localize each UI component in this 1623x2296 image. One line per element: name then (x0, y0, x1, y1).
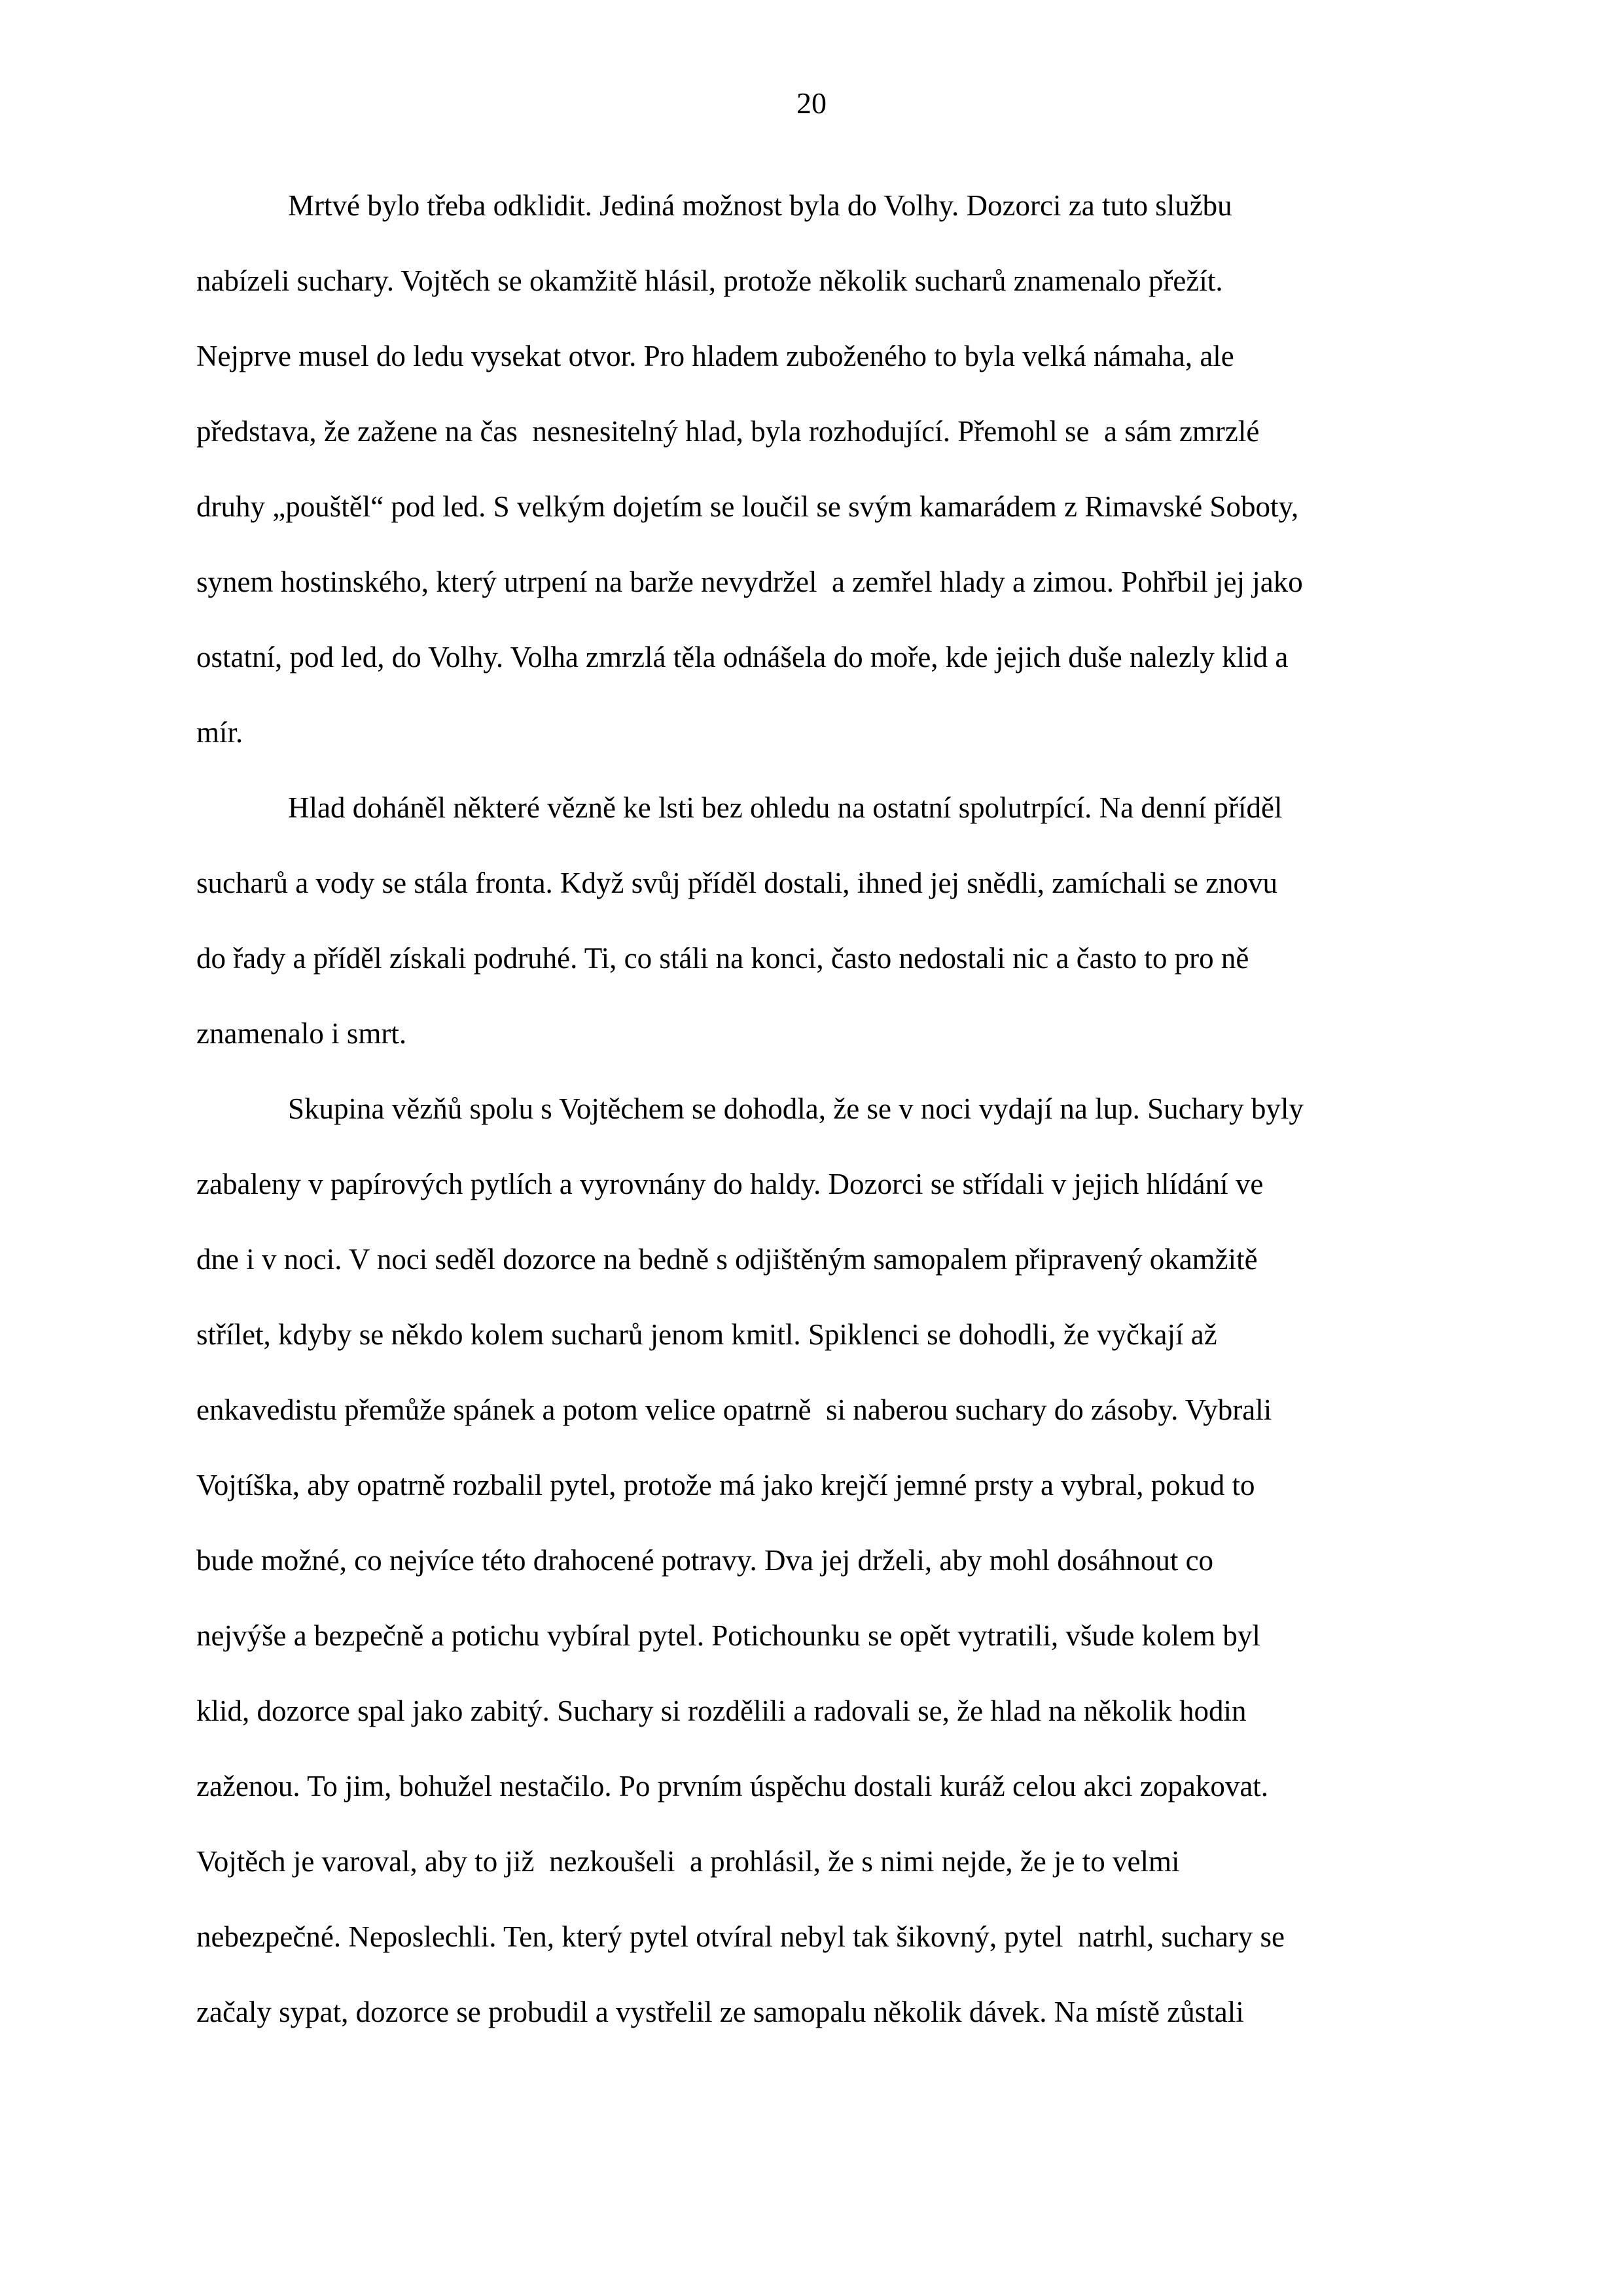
text-line: nabízeli suchary. Vojtěch se okamžitě hlásil, protože několik sucharů znamenalo přežít. (196, 264, 1223, 297)
text-line: střílet, kdyby se někdo kolem sucharů jenom kmitl. Spiklenci se dohodli, že vyčkají až (196, 1318, 1217, 1351)
text-line: nebezpečné. Neposlechli. Ten, který pytel otvíral nebyl tak šikovný, pytel natrhl, suchary se (196, 1920, 1285, 1953)
text-line: Vojtěch je varoval, aby to již nezkoušeli a prohlásil, že s nimi nejde, že je to velmi (196, 1845, 1180, 1878)
text-line: klid, dozorce spal jako zabitý. Suchary si rozdělili a radovali se, že hlad na několik hodin (196, 1695, 1247, 1727)
paragraph (196, 1071, 1479, 2050)
text-line: zabaleny v papírových pytlích a vyrovnány do haldy. Dozorci se střídali v jejich hlídání ve (196, 1168, 1264, 1200)
text-line: synem hostinského, který utrpení na barže nevydržel a zemřel hlady a zimou. Pohřbil jej jako (196, 565, 1303, 598)
text-line: začaly sypat, dozorce se probudil a vystřelil ze samopalu několik dávek. Na místě zůstali (196, 1996, 1244, 2028)
text-line: Nejprve musel do ledu vysekat otvor. Pro hladem zuboženého to byla velká námaha, ale (196, 340, 1234, 372)
text-line: enkavedistu přemůže spánek a potom velice opatrně si naberou suchary do zásoby. Vybrali (196, 1393, 1272, 1426)
text-line: Mrtvé bylo třeba odklidit. Jediná možnost byla do Volhy. Dozorci za tuto službu (288, 189, 1232, 222)
text-line: Vojtíška, aby opatrně rozbalil pytel, protože má jako krejčí jemné prsty a vybral, pokud to (196, 1469, 1255, 1501)
text-line: představa, že zažene na čas nesnesitelný hlad, byla rozhodující. Přemohl se a sám zmrzlé (196, 415, 1260, 448)
text-line: do řady a příděl získali podruhé. Ti, co stáli na konci, často nedostali nic a často to pro ně (196, 942, 1249, 975)
text-line: sucharů a vody se stála fronta. Když svůj příděl dostali, ihned jej snědli, zamíchali se znovu (196, 867, 1278, 899)
document-body (196, 168, 1479, 2050)
text-line: druhy „pouštěl“ pod led. S velkým dojetím se loučil se svým kamarádem z Rimavské Soboty, (196, 490, 1299, 523)
text-line: Skupina vězňů spolu s Vojtěchem se dohodla, že se v noci vydají na lup. Suchary byly (288, 1092, 1304, 1125)
paragraph (196, 770, 1479, 1071)
text-line: dne i v noci. V noci seděl dozorce na bedně s odjištěným samopalem připravený okamžitě (196, 1243, 1258, 1276)
paragraph (196, 168, 1479, 770)
text-line: znamenalo i smrt. (196, 1017, 407, 1050)
text-line: Hlad doháněl některé vězně ke lsti bez ohledu na ostatní spolutrpící. Na denní příděl (288, 791, 1283, 824)
text-line: nejvýše a bezpečně a potichu vybíral pytel. Potichounku se opět vytratili, všude kolem byl (196, 1619, 1260, 1652)
text-line: mír. (196, 716, 243, 749)
text-line: bude možné, co nejvíce této drahocené potravy. Dva jej drželi, aby mohl dosáhnout co (196, 1544, 1214, 1577)
text-line: zaženou. To jim, bohužel nestačilo. Po prvním úspěchu dostali kuráž celou akci zopakovat. (196, 1770, 1269, 1803)
page-number: 20 (796, 86, 827, 120)
text-line: ostatní, pod led, do Volhy. Volha zmrzlá těla odnášela do moře, kde jejich duše nalezly klid a (196, 641, 1289, 673)
